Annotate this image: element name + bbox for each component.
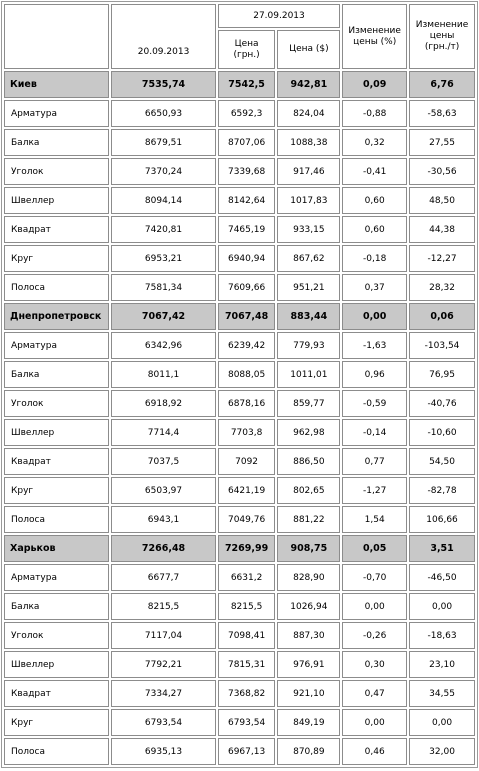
change-uah-cell: 23,10 [409, 651, 475, 678]
price-uah-cell: 6631,2 [218, 564, 276, 591]
change-pct-cell: -1,63 [342, 332, 407, 359]
change-pct-cell: -0,88 [342, 100, 407, 127]
change-pct-cell: 1,54 [342, 506, 407, 533]
price-uah-cell: 7815,31 [218, 651, 276, 678]
product-name-cell: Арматура [4, 100, 109, 127]
price-old-cell: 7037,5 [111, 448, 215, 475]
price-old-cell: 6918,92 [111, 390, 215, 417]
change-uah-cell: -58,63 [409, 100, 475, 127]
table-row [4, 216, 475, 243]
change-pct-cell: 0,37 [342, 274, 407, 301]
price-uah-cell: 7049,76 [218, 506, 276, 533]
change-uah-cell: -12,27 [409, 245, 475, 272]
region-row [4, 303, 475, 330]
table-row [4, 100, 475, 127]
header-row-top [4, 4, 475, 28]
table-row [4, 477, 475, 504]
product-name-cell: Швеллер [4, 187, 109, 214]
price-old-cell: 7420,81 [111, 216, 215, 243]
change-pct-cell: 0,46 [342, 738, 407, 765]
change-pct-cell: -0,41 [342, 158, 407, 185]
price-old-cell: 6953,21 [111, 245, 215, 272]
price-uah-cell: 8142,64 [218, 187, 276, 214]
price-usd-cell: 1026,94 [277, 593, 340, 620]
price-uah-cell: 6940,94 [218, 245, 276, 272]
change-pct-cell: -0,14 [342, 419, 407, 446]
table-row [4, 593, 475, 620]
price-old-cell: 6943,1 [111, 506, 215, 533]
region-price-old: 7535,74 [111, 71, 215, 98]
change-uah-cell: 44,38 [409, 216, 475, 243]
change-pct-cell: -0,70 [342, 564, 407, 591]
price-usd-cell: 1011,01 [277, 361, 340, 388]
header-price-uah: Цена (грн.) [218, 30, 276, 69]
region-name: Киев [4, 71, 109, 98]
product-name-cell: Полоса [4, 506, 109, 533]
price-uah-cell: 8215,5 [218, 593, 276, 620]
region-change-uah: 0,06 [409, 303, 475, 330]
table-row [4, 622, 475, 649]
product-name-cell: Швеллер [4, 651, 109, 678]
price-old-cell: 6650,93 [111, 100, 215, 127]
table-row [4, 709, 475, 736]
header-new-date: 27.09.2013 [218, 4, 341, 28]
price-uah-cell: 7703,8 [218, 419, 276, 446]
change-pct-cell: -0,26 [342, 622, 407, 649]
price-old-cell: 7334,27 [111, 680, 215, 707]
product-name-cell: Швеллер [4, 419, 109, 446]
region-price-uah: 7067,48 [218, 303, 276, 330]
price-old-cell: 8679,51 [111, 129, 215, 156]
product-name-cell: Арматура [4, 564, 109, 591]
change-uah-cell: 28,32 [409, 274, 475, 301]
price-uah-cell: 7339,68 [218, 158, 276, 185]
region-price-usd: 883,44 [277, 303, 340, 330]
price-usd-cell: 1088,38 [277, 129, 340, 156]
price-usd-cell: 917,46 [277, 158, 340, 185]
product-name-cell: Балка [4, 361, 109, 388]
region-change-uah: 3,51 [409, 535, 475, 562]
region-name: Днепропетровск [4, 303, 109, 330]
header-old-date: 20.09.2013 [111, 4, 215, 69]
table-row [4, 651, 475, 678]
price-usd-cell: 933,15 [277, 216, 340, 243]
change-uah-cell: 48,50 [409, 187, 475, 214]
region-change-pct: 0,09 [342, 71, 407, 98]
change-uah-cell: 106,66 [409, 506, 475, 533]
change-uah-cell: 32,00 [409, 738, 475, 765]
change-uah-cell: -30,56 [409, 158, 475, 185]
change-pct-cell: 0,47 [342, 680, 407, 707]
change-pct-cell: 0,60 [342, 216, 407, 243]
price-usd-cell: 921,10 [277, 680, 340, 707]
price-usd-cell: 870,89 [277, 738, 340, 765]
table-row [4, 332, 475, 359]
price-old-cell: 6793,54 [111, 709, 215, 736]
price-uah-cell: 6421,19 [218, 477, 276, 504]
header-change-pct: Изменение цены (%) [342, 4, 407, 69]
price-usd-cell: 867,62 [277, 245, 340, 272]
price-old-cell: 7117,04 [111, 622, 215, 649]
price-usd-cell: 881,22 [277, 506, 340, 533]
region-price-usd: 942,81 [277, 71, 340, 98]
table-row [4, 361, 475, 388]
price-usd-cell: 849,19 [277, 709, 340, 736]
change-pct-cell: 0,30 [342, 651, 407, 678]
region-row [4, 535, 475, 562]
price-uah-cell: 7092 [218, 448, 276, 475]
price-uah-cell: 7609,66 [218, 274, 276, 301]
table-row [4, 680, 475, 707]
table-row [4, 564, 475, 591]
price-usd-cell: 779,93 [277, 332, 340, 359]
price-usd-cell: 976,91 [277, 651, 340, 678]
price-uah-cell: 6239,42 [218, 332, 276, 359]
price-usd-cell: 824,04 [277, 100, 340, 127]
product-name-cell: Уголок [4, 622, 109, 649]
change-uah-cell: 0,00 [409, 593, 475, 620]
price-old-cell: 7714,4 [111, 419, 215, 446]
table-row [4, 187, 475, 214]
change-uah-cell: -10,60 [409, 419, 475, 446]
price-uah-cell: 6967,13 [218, 738, 276, 765]
region-change-pct: 0,00 [342, 303, 407, 330]
change-pct-cell: 0,00 [342, 593, 407, 620]
price-uah-cell: 8088,05 [218, 361, 276, 388]
product-name-cell: Уголок [4, 390, 109, 417]
table-row [4, 245, 475, 272]
price-usd-cell: 828,90 [277, 564, 340, 591]
change-pct-cell: 0,60 [342, 187, 407, 214]
change-uah-cell: -82,78 [409, 477, 475, 504]
price-old-cell: 6935,13 [111, 738, 215, 765]
price-old-cell: 6677,7 [111, 564, 215, 591]
product-name-cell: Балка [4, 129, 109, 156]
product-name-cell: Уголок [4, 158, 109, 185]
region-price-usd: 908,75 [277, 535, 340, 562]
product-name-cell: Квадрат [4, 216, 109, 243]
price-usd-cell: 802,65 [277, 477, 340, 504]
price-old-cell: 7581,34 [111, 274, 215, 301]
change-uah-cell: -18,63 [409, 622, 475, 649]
change-pct-cell: 0,32 [342, 129, 407, 156]
table-row [4, 738, 475, 765]
product-name-cell: Круг [4, 477, 109, 504]
price-uah-cell: 7465,19 [218, 216, 276, 243]
change-uah-cell: -103,54 [409, 332, 475, 359]
region-name: Харьков [4, 535, 109, 562]
change-uah-cell: 76,95 [409, 361, 475, 388]
price-uah-cell: 7098,41 [218, 622, 276, 649]
price-usd-cell: 887,30 [277, 622, 340, 649]
change-uah-cell: 34,55 [409, 680, 475, 707]
change-uah-cell: -40,76 [409, 390, 475, 417]
change-pct-cell: -1,27 [342, 477, 407, 504]
price-old-cell: 8094,14 [111, 187, 215, 214]
price-uah-cell: 7368,82 [218, 680, 276, 707]
change-pct-cell: 0,96 [342, 361, 407, 388]
region-change-pct: 0,05 [342, 535, 407, 562]
price-old-cell: 6342,96 [111, 332, 215, 359]
product-name-cell: Квадрат [4, 680, 109, 707]
change-pct-cell: 0,77 [342, 448, 407, 475]
change-pct-cell: -0,59 [342, 390, 407, 417]
price-uah-cell: 8707,06 [218, 129, 276, 156]
price-uah-cell: 6592,3 [218, 100, 276, 127]
header-price-usd: Цена ($) [277, 30, 340, 69]
region-row [4, 71, 475, 98]
product-name-cell: Балка [4, 593, 109, 620]
region-change-uah: 6,76 [409, 71, 475, 98]
table-row [4, 274, 475, 301]
region-price-uah: 7269,99 [218, 535, 276, 562]
change-pct-cell: 0,00 [342, 709, 407, 736]
header-change-uah: Изменение цены (грн./т) [409, 4, 475, 69]
change-pct-cell: -0,18 [342, 245, 407, 272]
price-old-cell: 6503,97 [111, 477, 215, 504]
product-name-cell: Круг [4, 709, 109, 736]
product-name-cell: Полоса [4, 274, 109, 301]
change-uah-cell: 54,50 [409, 448, 475, 475]
table-row [4, 448, 475, 475]
change-uah-cell: 27,55 [409, 129, 475, 156]
table-row [4, 419, 475, 446]
change-uah-cell: 0,00 [409, 709, 475, 736]
table-row [4, 158, 475, 185]
price-old-cell: 8215,5 [111, 593, 215, 620]
price-usd-cell: 886,50 [277, 448, 340, 475]
price-usd-cell: 962,98 [277, 419, 340, 446]
price-uah-cell: 6793,54 [218, 709, 276, 736]
change-uah-cell: -46,50 [409, 564, 475, 591]
region-price-old: 7266,48 [111, 535, 215, 562]
price-table [1, 1, 478, 768]
table-row [4, 129, 475, 156]
product-name-cell: Квадрат [4, 448, 109, 475]
product-name-cell: Полоса [4, 738, 109, 765]
price-old-cell: 8011,1 [111, 361, 215, 388]
table-row [4, 506, 475, 533]
product-name-cell: Круг [4, 245, 109, 272]
price-old-cell: 7370,24 [111, 158, 215, 185]
region-price-uah: 7542,5 [218, 71, 276, 98]
header-empty-cell [4, 4, 109, 69]
table-row [4, 390, 475, 417]
price-usd-cell: 1017,83 [277, 187, 340, 214]
price-usd-cell: 951,21 [277, 274, 340, 301]
price-uah-cell: 6878,16 [218, 390, 276, 417]
region-price-old: 7067,42 [111, 303, 215, 330]
product-name-cell: Арматура [4, 332, 109, 359]
price-old-cell: 7792,21 [111, 651, 215, 678]
price-usd-cell: 859,77 [277, 390, 340, 417]
